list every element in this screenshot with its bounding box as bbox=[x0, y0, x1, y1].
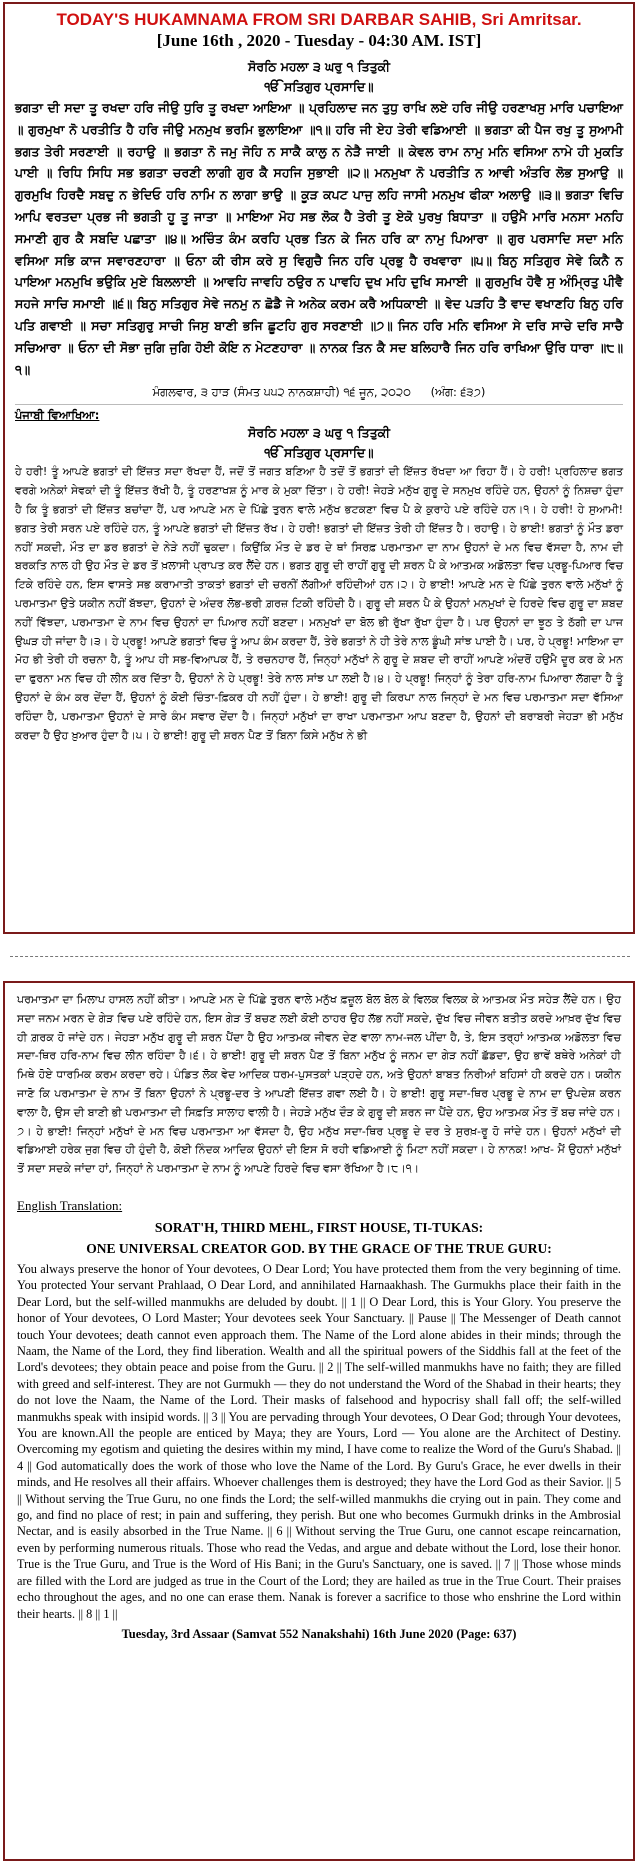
gurbani-footer bbox=[15, 382, 623, 402]
punjabi-text-part2: ਪਰਮਾਤਮਾ ਦਾ ਮਿਲਾਪ ਹਾਸਲ ਨਹੀਂ ਕੀਤਾ। ਆਪਣੇ ਮਨ ਦੇ ਪਿੱਛੇ ਤੁਰਨ ਵਾਲੇ ਮਨੁੱਖ ਫ਼ਜ਼ੂਲ ਬੋਲ ਬੋਲ ਕੇ ਵਿਲਕ ਵਿਲਕ ਕੇ ਆਤਮਕ ਮੌਤ ਸਹੇੜ ਲੈਂਦੇ ਹਨ। ਉਹ ਸਦਾ ਜਨਮ ਮਰਨ ਦੇ ਗੇੜ ਵਿਚ ਪਏ ਰਹਿੰਦੇ ਹਨ, ਇਸ ਗੇੜ ਤੋਂ ਬਚਣ ਲਈ ਕੋਈ ਠਾਹਰ ਉਹ ਲੱਭ ਨਹੀਂ ਸਕਦੇ, ਦੁੱਖ ਵਿਚ ਜੀਵਨ ਬਤੀਤ ਕਰਦੇ ਆਖ਼ਰ ਦੁੱਖ ਵਿਚ ਹੀ ਗ਼ਰਕ ਹੋ ਜਾਂਦੇ ਹਨ। ਜੇਹੜਾ ਮਨੁੱਖ ਗੁਰੂ ਦੀ ਸ਼ਰਨ ਪੈਂਦਾ ਹੈ ਉਹ ਆਤਮਕ ਜੀਵਨ ਦੇਣ ਵਾਲਾ ਨਾਮ-ਜਲ ਪੀਂਦਾ ਹੈ, ਤੇ, ਇਸ ਤਰ੍ਹਾਂ ਆਤਮਕ ਅਡੋਲਤਾ ਵਿਚ ਸਦਾ-ਥਿਰ ਹਰਿ-ਨਾਮ ਵਿਚ ਲੀਨ ਰਹਿੰਦਾ ਹੈ।੬। ਹੇ ਭਾਈ! ਗੁਰੂ ਦੀ ਸ਼ਰਨ ਪੈਣ ਤੋਂ ਬਿਨਾ ਮਨੁੱਖ ਨੂੰ ਜਨਮ ਦਾ ਗੇੜ ਨਹੀਂ ਛੱਡਦਾ, ਉਹ ਭਾਵੇਂ ਬਥੇਰੇ ਅਨੇਕਾਂ ਹੀ ਮਿਥੇ ਹੋਏ ਧਾਰਮਿਕ ਕਰਮ ਕਰਦਾ ਰਹੇ। ਪੰਡਿਤ ਲੋਕ ਵੇਦ ਆਦਿਕ ਧਰਮ-ਪੁਸਤਕਾਂ ਪੜ੍ਹਦੇ ਹਨ, ਅਤੇ ਉਹਨਾਂ ਬਾਬਤ ਨਿਰੀਆਂ ਬਹਿਸਾਂ ਹੀ ਕਰਦੇ ਹਨ। ਯਕੀਨ ਜਾਣੋ ਕਿ ਪਰਮਾਤਮਾ ਦੇ ਨਾਮ ਤੋਂ ਬਿਨਾ ਉਹਨਾਂ ਨੇ ਪ੍ਰਭੂ-ਦਰ ਤੇ ਆਪਣੀ ਇੱਜ਼ਤ ਗਵਾ ਲਈ ਹੈ। ਹੇ ਭਾਈ! ਗੁਰੂ ਸਦਾ-ਥਿਰ ਪ੍ਰਭੂ ਦੇ ਨਾਮ ਦਾ ਉਪਦੇਸ਼ ਕਰਨ ਵਾਲਾ ਹੈ, ਉਸ ਦੀ ਬਾਣੀ ਭੀ ਪਰਮਾਤਮਾ ਦੀ ਸਿਫ਼ਤਿ ਸਾਲਾਹ ਵਾਲੀ ਹੈ। ਜੇਹੜੇ ਮਨੁੱਖ ਦੌੜ ਕੇ ਗੁਰੂ ਦੀ ਸ਼ਰਨ ਜਾ ਪੈਂਦੇ ਹਨ, ਉਹ ਆਤਮਕ ਮੌਤ ਤੋਂ ਬਚ ਜਾਂਦੇ ਹਨ।੭। ਹੇ ਭਾਈ! ਜਿਨ੍ਹਾਂ ਮਨੁੱਖਾਂ ਦੇ ਮਨ ਵਿਚ ਪਰਮਾਤਮਾ ਆ ਵੱਸਦਾ ਹੈ, ਉਹ ਮਨੁੱਖ ਸਦਾ-ਥਿਰ ਪ੍ਰਭੂ ਦੇ ਦਰ ਤੇ ਸੁਰਖ਼-ਰੂ ਹੋ ਜਾਂਦੇ ਹਨ। ਉਹਨਾਂ ਮਨੁੱਖਾਂ ਦੀ ਵਡਿਆਈ ਹਰੇਕ ਜੁਗ ਵਿਚ ਹੀ ਹੁੰਦੀ ਹੈ, ਕੋਈ ਨਿੰਦਕ ਆਦਿਕ ਉਹਨਾਂ ਦੀ ਇਸ ਸੋ ਰਹੀ ਵਡਿਆਈ ਨੂੰ ਮਿਟਾ ਨਹੀਂ ਸਕਦਾ। ਹੇ ਨਾਨਕ! ਆਖ- ਮੈਂ ਉਹਨਾਂ ਮਨੁੱਖਾਂ ਤੋਂ ਸਦਾ ਸਦਕੇ ਜਾਂਦਾ ਹਾਂ, ਜਿਨ੍ਹਾਂ ਨੇ ਪਰਮਾਤਮਾ ਦੇ ਨਾਮ ਨੂੰ ਆਪਣੇ ਹਿਰਦੇ ਵਿਚ ਵਸਾ ਰੱਖਿਆ ਹੈ।੮।੧। bbox=[17, 993, 621, 1176]
page-title: TODAY'S HUKAMNAMA FROM SRI DARBAR SAHIB, Sri Amritsar. bbox=[56, 10, 582, 29]
gurbani-heading: ਸੋਰਠਿ ਮਹਲਾ ੩ ਘਰੁ ੧ ਤਿਤੁਕੀ bbox=[248, 59, 390, 74]
punjabi-text-part1: ਹੇ ਹਰੀ! ਤੂੰ ਆਪਣੇ ਭਗਤਾਂ ਦੀ ਇੱਜ਼ਤ ਸਦਾ ਰੱਖਦਾ ਹੈਂ, ਜਦੋਂ ਤੋਂ ਜਗਤ ਬਣਿਆ ਹੈ ਤਦੋਂ ਤੋਂ ਭਗਤਾਂ ਦੀ ਇੱਜ਼ਤ ਰੱਖਦਾ ਆ ਰਿਹਾ ਹੈਂ। ਹੇ ਹਰੀ! ਪ੍ਰਹਿਲਾਦ ਭਗਤ ਵਰਗੇ ਅਨੇਕਾਂ ਸੇਵਕਾਂ ਦੀ ਤੂੰ ਇੱਜ਼ਤ ਰੱਖੀ ਹੈ, ਤੂੰ ਹਰਣਾਖਸ਼ ਨੂੰ ਮਾਰ ਕੇ ਮੁਕਾ ਦਿੱਤਾ। ਹੇ ਹਰੀ! ਜੇਹੜੇ ਮਨੁੱਖ ਗੁਰੂ ਦੇ ਸਨਮੁਖ ਰਹਿੰਦੇ ਹਨ, ਉਹਨਾਂ ਨੂੰ ਨਿਸ਼ਚਾ ਹੁੰਦਾ ਹੈ ਕਿ ਤੂੰ ਭਗਤਾਂ ਦੀ ਇੱਜ਼ਤ ਬਚਾਂਦਾ ਹੈਂ, ਪਰ ਆਪਣੇ ਮਨ ਦੇ ਪਿੱਛੇ ਤੁਰਨ ਵਾਲੇ ਮਨੁੱਖ ਭਟਕਣਾ ਵਿਚ ਪੈ ਕੇ ਕੁਰਾਹੇ ਪਏ ਰਹਿੰਦੇ ਹਨ।੧। ਹੇ ਹਰੀ! ਹੇ ਸੁਆਮੀ! ਭਗਤ ਤੇਰੀ ਸਰਨ ਪਏ ਰਹਿੰਦੇ ਹਨ, ਤੂੰ ਆਪਣੇ ਭਗਤਾਂ ਦੀ ਇੱਜ਼ਤ ਰੱਖ। ਹੇ ਹਰੀ! ਭਗਤਾਂ ਦੀ ਇੱਜ਼ਤ ਤੇਰੀ ਹੀ ਇੱਜ਼ਤ ਹੈ। ਰਹਾਉ। ਹੇ ਭਾਈ! ਭਗਤਾਂ ਨੂੰ ਮੌਤ ਡਰਾ ਨਹੀਂ ਸਕਦੀ, ਮੌਤ ਦਾ ਡਰ ਭਗਤਾਂ ਦੇ ਨੇੜੇ ਨਹੀਂ ਢੁਕਦਾ। ਕਿਉਂਕਿ ਮੌਤ ਦੇ ਡਰ ਦੇ ਥਾਂ ਸਿਰਫ਼ ਪਰਮਾਤਮਾ ਦਾ ਨਾਮ ਉਹਨਾਂ ਦੇ ਮਨ ਵਿਚ ਵੱਸਦਾ ਹੈ, ਨਾਮ ਦੀ ਬਰਕਤਿ ਨਾਲ ਹੀ ਉਹ ਮੌਤ ਦੇ ਡਰ ਤੋਂ ਖ਼ਲਾਸੀ ਪ੍ਰਾਪਤ ਕਰ ਲੈਂਦੇ ਹਨ। ਭਗਤ ਗੁਰੂ ਦੀ ਰਾਹੀਂ ਗੁਰੂ ਦੀ ਸ਼ਰਨ ਪੈ ਕੇ ਆਤਮਕ ਅਡੋਲਤਾ ਵਿਚ ਪ੍ਰਭੂ-ਪਿਆਰ ਵਿਚ ਟਿਕੇ ਰਹਿੰਦੇ ਹਨ, ਇਸ ਵਾਸਤੇ ਸਭ ਕਰਾਮਾਤੀ ਤਾਕਤਾਂ ਭਗਤਾਂ ਦੀ ਚਰਨੀਂ ਲੱਗੀਆਂ ਰਹਿੰਦੀਆਂ ਹਨ।੨। ਹੇ ਭਾਈ! ਆਪਣੇ ਮਨ ਦੇ ਪਿੱਛੇ ਤੁਰਨ ਵਾਲੇ ਮਨੁੱਖਾਂ ਨੂੰ ਪਰਮਾਤਮਾ ਉਤੇ ਯਕੀਨ ਨਹੀਂ ਬੱਝਦਾ, ਉਹਨਾਂ ਦੇ ਅੰਦਰ ਲੋਭ-ਭਰੀ ਗ਼ਰਜ਼ ਟਿਕੀ ਰਹਿੰਦੀ ਹੈ। ਗੁਰੂ ਦੀ ਸ਼ਰਨ ਪੈ ਕੇ ਉਹਨਾਂ ਮਨਮੁਖਾਂ ਦੇ ਹਿਰਦੇ ਵਿਚ ਗੁਰੂ ਦਾ ਸ਼ਬਦ ਨਹੀਂ ਵਿੱਝਦਾ, ਪਰਮਾਤਮਾ ਦੇ ਨਾਮ ਵਿਚ ਉਹਨਾਂ ਦਾ ਪਿਆਰ ਨਹੀਂ ਬਣਦਾ। ਮਨਮੁਖਾਂ ਦਾ ਬੋਲ ਭੀ ਰੁੱਖਾ ਰੁੱਖਾ ਹੁੰਦਾ ਹੈ। ਪਰ ਉਹਨਾਂ ਦਾ ਝੂਠ ਤੇ ਠੱਗੀ ਦਾ ਪਾਜ ਉਘੜ ਹੀ ਜਾਂਦਾ ਹੈ।੩। ਹੇ ਪ੍ਰਭੂ! ਆਪਣੇ ਭਗਤਾਂ ਵਿਚ ਤੂੰ ਆਪ ਕੰਮ ਕਰਦਾ ਹੈਂ, ਤੇਰੇ ਭਗਤਾਂ ਨੇ ਹੀ ਤੇਰੇ ਨਾਲ ਡੂੰਘੀ ਸਾਂਝ ਪਾਈ ਹੈ। ਪਰ, ਹੇ ਪ੍ਰਭੂ! ਮਾਇਆ ਦਾ ਮੋਹ ਭੀ ਤੇਰੀ ਹੀ ਰਚਨਾ ਹੈ, ਤੂੰ ਆਪ ਹੀ ਸਭ-ਵਿਆਪਕ ਹੈਂ, ਤੇ ਰਚਨਹਾਰ ਹੈਂ, ਜਿਨ੍ਹਾਂ ਮਨੁੱਖਾਂ ਨੇ ਗੁਰੂ ਦੇ ਸ਼ਬਦ ਦੀ ਰਾਹੀਂ ਆਪਣੇ ਅੰਦਰੋਂ ਹਉਮੈ ਦੂਰ ਕਰ ਕੇ ਮਨ ਦਾ ਫੁਰਨਾ ਮਨ ਵਿਚ ਹੀ ਲੀਨ ਕਰ ਦਿੱਤਾ ਹੈ, ਉਹਨਾਂ ਨੇ ਹੇ ਪ੍ਰਭੂ! ਤੇਰੇ ਨਾਲ ਸਾਂਝ ਪਾ ਲਈ ਹੈ।੪। ਹੇ ਪ੍ਰਭੂ! ਜਿਨ੍ਹਾਂ ਨੂੰ ਤੇਰਾ ਹਰਿ-ਨਾਮ ਪਿਆਰਾ ਲੱਗਦਾ ਹੈ ਤੂੰ ਉਹਨਾਂ ਦੇ ਕੰਮ ਕਰ ਦੇਂਦਾ ਹੈਂ, ਉਹਨਾਂ ਨੂੰ ਕੋਈ ਚਿੰਤਾ-ਫ਼ਿਕਰ ਹੀ ਨਹੀਂ ਹੁੰਦਾ। ਹੇ ਭਾਈ! ਗੁਰੂ ਦੀ ਕਿਰਪਾ ਨਾਲ ਜਿਨ੍ਹਾਂ ਦੇ ਮਨ ਵਿਚ ਪਰਮਾਤਮਾ ਸਦਾ ਵੱਸਿਆ ਰਹਿੰਦਾ ਹੈ, ਪਰਮਾਤਮਾ ਉਹਨਾਂ ਦੇ ਸਾਰੇ ਕੰਮ ਸਵਾਰ ਦੇਂਦਾ ਹੈ। ਜਿਨ੍ਹਾਂ ਮਨੁੱਖਾਂ ਦਾ ਰਾਖਾ ਪਰਮਾਤਮਾ ਆਪ ਬਣਦਾ ਹੈ, ਉਹਨਾਂ ਦੀ ਬਰਾਬਰੀ ਜੇਹੜਾ ਭੀ ਮਨੁੱਖ ਕਰਦਾ ਹੈ ਉਹ ਖ਼ੁਆਰ ਹੁੰਦਾ ਹੈ।੫। ਹੇ ਭਾਈ! ਗੁਰੂ ਦੀ ਸ਼ਰਨ ਪੈਣ ਤੋਂ ਬਿਨਾ ਕਿਸੇ ਮਨੁੱਖ ਨੇ ਭੀ bbox=[15, 465, 623, 742]
english-heading-raag: SORAT'H, THIRD MEHL, FIRST HOUSE, TI-TUKAS: bbox=[154, 1219, 484, 1235]
english-text: You always preserve the honor of Your devotees, O Dear Lord; You have protected them from the very beginning of time. You protected Your servant Prahlaad, O Dear Lord, and annihilated Harnaakhash. The Gurmukhs place their faith in the Dear Lord, but the self-willed manmukhs are deluded by doubt. || 1 || O Dear Lord, this is Your Glory. You preserve the honor of Your devotees, O Lord Master; Your devotees seek Your Sanctuary. || Pause || The Messenger of Death cannot touch Your devotees; death cannot even approach them. The Name of the Lord alone abides in their minds; through the Naam, the Name of the Lord, they find liberation. Wealth and all the spiritual powers of the Siddhis fall at the feet of the Lord's devotees; they obtain peace and poise from the Guru. || 2 || The self-willed manmukhs have no faith; they are filled with greed and self-interest. They are not Gurmukh — they do not understand the Word of the Shabad in their hearts; they do not love the Naam, the Name of the Lord. Their masks of falsehood and hypocrisy shall fall off; the self-willed manmukhs speak with insipid words. || 3 || You are pervading through Your devotees, O Dear God; through Your devotees, You are known.All the people are enticed by Maya; they are Yours, Lord — You alone are the Architect of Destiny. Overcoming my egotism and quieting the desires within my mind, I have come to realize the Word of the Guru's Shabad. || 4 || God automatically does the work of those who love the Name of the Lord. By Guru's Grace, he ever dwells in their minds, and He resolves all their affairs. Whoever challenges them is destroyed; they have the Lord God as their Savior. || 5 || Without serving the True Guru, no one finds the Lord; the self-willed manmukhs die crying out in pain. They come and go, and find no place of rest; in pain and suffering, they perish. But one who becomes Gurmukh drinks in the Ambrosial Nectar, and is easily absorbed in the True Name. || 6 || Without serving the True Guru, one cannot escape reincarnation, even by performing numerous rituals. Those who read the Vedas, and argue and debate without the Lord, lose their honor. True is the True Guru, and True is the Word of His Bani; in the Guru's Sanctuary, one is saved. || 7 || Those whose minds are filled with the Lord are judged as true in the Court of the Lord; they are hailed as true in the True Court. Their praises echo throughout the ages, and no one can erase them. Nanak is forever a sacrifice to those who enshrine the Lord within their hearts. || 8 || 1 || bbox=[17, 1261, 621, 1621]
english-heading-invocation: ONE UNIVERSAL CREATOR GOD. BY THE GRACE OF THE TRUE GURU: bbox=[86, 1240, 552, 1256]
english-footer: Tuesday, 3rd Assaar (Samvat 552 Nanakshahi) 16th June 2020 (Page: 637) bbox=[121, 1626, 517, 1641]
gurbani-text: ਭਗਤਾ ਦੀ ਸਦਾ ਤੂ ਰਖਦਾ ਹਰਿ ਜੀਉ ਧੁਰਿ ਤੂ ਰਖਦਾ ਆਇਆ ॥ ਪ੍ਰਹਿਲਾਦ ਜਨ ਤੁਧੁ ਰਾਖਿ ਲਏ ਹਰਿ ਜੀਉ ਹਰਣਾਖਸੁ ਮਾਰਿ ਪਚਾਇਆ ॥ ਗੁਰਮੁਖਾ ਨੋ ਪਰਤੀਤਿ ਹੈ ਹਰਿ ਜੀਉ ਮਨਮੁਖ ਭਰਮਿ ਭੁਲਾਇਆ ॥੧॥ ਹਰਿ ਜੀ ਏਹ ਤੇਰੀ ਵਡਿਆਈ ॥ ਭਗਤਾ ਕੀ ਪੈਜ ਰਖੁ ਤੂ ਸੁਆਮੀ ਭਗਤ ਤੇਰੀ ਸਰਣਾਈ ॥ ਰਹਾਉ ॥ ਭਗਤਾ ਨੋ ਜਮੁ ਜੋਹਿ ਨ ਸਾਕੈ ਕਾਲੁ ਨ ਨੇੜੈ ਜਾਈ ॥ ਕੇਵਲ ਰਾਮ ਨਾਮੁ ਮਨਿ ਵਸਿਆ ਨਾਮੇ ਹੀ ਮੁਕਤਿ ਪਾਈ ॥ ਰਿਧਿ ਸਿਧਿ ਸਭ ਭਗਤਾ ਚਰਣੀ ਲਾਗੀ ਗੁਰ ਕੈ ਸਹਜਿ ਸੁਭਾਈ ॥੨॥ ਮਨਮੁਖਾ ਨੋ ਪਰਤੀਤਿ ਨ ਆਵੀ ਅੰਤਰਿ ਲੋਭ ਸੁਆਉ ॥ ਗੁਰਮੁਖਿ ਹਿਰਦੈ ਸਬਦੁ ਨ ਭੇਦਿਓ ਹਰਿ ਨਾਮਿ ਨ ਲਾਗਾ ਭਾਉ ॥ ਕੂੜ ਕਪਟ ਪਾਜੁ ਲਹਿ ਜਾਸੀ ਮਨਮੁਖ ਫੀਕਾ ਅਲਾਉ ॥੩॥ ਭਗਤਾ ਵਿਚਿ ਆਪਿ ਵਰਤਦਾ ਪ੍ਰਭ ਜੀ ਭਗਤੀ ਹੂ ਤੂ ਜਾਤਾ ॥ ਮਾਇਆ ਮੋਹ ਸਭ ਲੋਕ ਹੈ ਤੇਰੀ ਤੂ ਏਕੋ ਪੁਰਖੁ ਬਿਧਾਤਾ ॥ ਹਉਮੈ ਮਾਰਿ ਮਨਸਾ ਮਨਹਿ ਸਮਾਣੀ ਗੁਰ ਕੈ ਸਬਦਿ ਪਛਾਤਾ ॥੪॥ ਅਚਿੰਤ ਕੰਮ ਕਰਹਿ ਪ੍ਰਭ ਤਿਨ ਕੇ ਜਿਨ ਹਰਿ ਕਾ ਨਾਮੁ ਪਿਆਰਾ ॥ ਗੁਰ ਪਰਸਾਦਿ ਸਦਾ ਮਨਿ ਵਸਿਆ ਸਭਿ ਕਾਜ ਸਵਾਰਣਹਾਰਾ ॥ ਓਨਾ ਕੀ ਰੀਸ ਕਰੇ ਸੁ ਵਿਗੁਚੈ ਜਿਨ ਹਰਿ ਪ੍ਰਭੁ ਹੈ ਰਖਵਾਰਾ ॥੫॥ ਬਿਨੁ ਸਤਿਗੁਰ ਸੇਵੇ ਕਿਨੈ ਨ ਪਾਇਆ ਮਨਮੁਖਿ ਭਉਕਿ ਮੁਏ ਬਿਲਲਾਈ ॥ ਆਵਹਿ ਜਾਵਹਿ ਠਉਰ ਨ ਪਾਵਹਿ ਦੁਖ ਮਹਿ ਦੁਖਿ ਸਮਾਈ ॥ ਗੁਰਮੁਖਿ ਹੋਵੈ ਸੁ ਅੰਮ੍ਰਿਤੁ ਪੀਵੈ ਸਹਜੇ ਸਾਚਿ ਸਮਾਈ ॥੬॥ ਬਿਨੁ ਸਤਿਗੁਰ ਸੇਵੇ ਜਨਮੁ ਨ ਛੋਡੈ ਜੇ ਅਨੇਕ ਕਰਮ ਕਰੈ ਅਧਿਕਾਈ ॥ ਵੇਦ ਪੜਹਿ ਤੈ ਵਾਦ ਵਖਾਣਹਿ ਬਿਨੁ ਹਰਿ ਪਤਿ ਗਵਾਈ ॥ ਸਚਾ ਸਤਿਗੁਰੁ ਸਾਚੀ ਜਿਸੁ ਬਾਣੀ ਭਜਿ ਛੂਟਹਿ ਗੁਰ ਸਰਣਾਈ ॥੭॥ ਜਿਨ ਹਰਿ ਮਨਿ ਵਸਿਆ ਸੇ ਦਰਿ ਸਾਚੇ ਦਰਿ ਸਾਚੈ ਸਚਿਆਰਾ ॥ ਓਨਾ ਦੀ ਸੋਭਾ ਜੁਗਿ ਜੁਗਿ ਹੋਈ ਕੋਇ ਨ ਮੇਟਣਹਾਰਾ ॥ ਨਾਨਕ ਤਿਨ ਕੈ ਸਦ ਬਲਿਹਾਰੈ ਜਿਨ ਹਰਿ ਰਾਖਿਆ ਉਰਿ ਧਾਰਾ ॥੮॥੧॥ bbox=[15, 100, 623, 377]
english-section-label: English Translation: bbox=[17, 1197, 123, 1213]
date-line: [June 16th , 2020 - Tuesday - 04:30 AM. IST] bbox=[156, 31, 482, 50]
punjabi-heading: ਸੋਰਠਿ ਮਹਲਾ ੩ ਘਰੁ ੧ ਤਿਤੁਕੀ bbox=[248, 425, 390, 441]
punjabi-invocation: ੴ ਸਤਿਗੁਰ ਪ੍ਰਸਾਦਿ॥ bbox=[264, 445, 374, 461]
hukamnama-panel-bottom bbox=[3, 981, 635, 1861]
gurbani-footer-page: (ਅੰਗ: ੬੩੭) bbox=[430, 385, 486, 400]
gurbani-footer-date: ਮੰਗਲਵਾਰ, ੩ ਹਾੜ (ਸੰਮਤ ੫੫੨ ਨਾਨਕਸ਼ਾਹੀ) ੧੬ ਜੂਨ, ੨੦੨੦ bbox=[152, 385, 411, 400]
hukamnama-panel-top bbox=[3, 2, 635, 934]
punjabi-section-label: ਪੰਜਾਬੀ ਵਿਆਖਿਆ: bbox=[15, 404, 623, 423]
gurbani-invocation: ੴ ਸਤਿਗੁਰ ਪ੍ਰਸਾਦਿ॥ bbox=[264, 79, 374, 94]
page-separator bbox=[10, 956, 630, 957]
